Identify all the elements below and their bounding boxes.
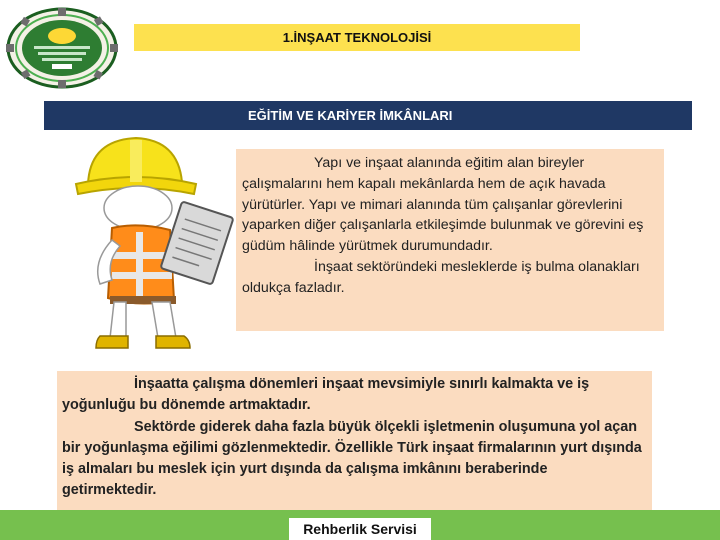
paragraph: İnşaatta çalışma dönemleri inşaat mevsimiyle sınırlı kalmakta ve iş yoğunluğu bu dönemde artmaktadır. xyxy=(62,376,590,414)
document-title: 1.İNŞAAT TEKNOLOJİSİ xyxy=(134,24,580,51)
paragraph: Sektörde giderek daha fazla büyük ölçekli işletmenin oluşumuna yol açan bir yoğunlaşma eğilimi gözlenmektedir. Özellikle Türk inşaat firmalarının yurt dışında iş almaları bu meslek için yurt dışında da çalışma imkânını beraberinde getirmektedir. xyxy=(62,418,642,499)
footer-label: Rehberlik Servisi xyxy=(289,518,431,540)
paragraph: İnşaat sektöründeki mesleklerde iş bulma olanakları oldukça fazladır. xyxy=(242,258,640,296)
footer-bar xyxy=(0,510,720,540)
sector-info-box xyxy=(57,371,652,511)
school-logo xyxy=(4,6,120,90)
career-info-box xyxy=(236,149,664,331)
paragraph: Yapı ve inşaat alanında eğitim alan bireyler çalışmalarını hem kapalı mekânlarda hem de açık havada yürütürler. Yapı ve mimari alanında tüm çalışanlar görevlerini yaparken diğer çalışanlarla etkileşimde bulunmak ve görevini eş güdüm hâlinde yürütmek durumundadır. xyxy=(242,155,644,255)
construction-worker-illustration xyxy=(66,132,242,354)
section-heading: EĞİTİM VE KARİYER İMKÂNLARI xyxy=(44,101,692,130)
